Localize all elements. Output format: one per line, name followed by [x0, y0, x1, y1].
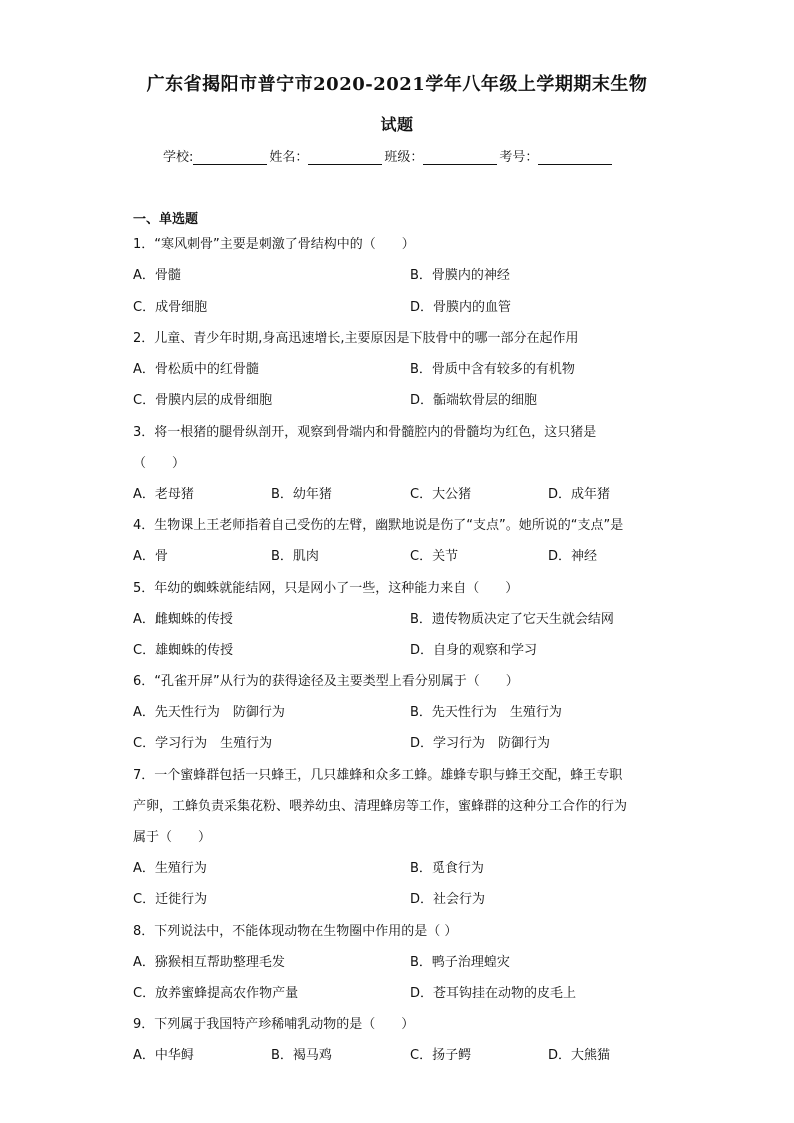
title-line-2: 试题 [380, 115, 414, 134]
name-label: 姓名： [269, 150, 309, 165]
q9-option-a: A．中华鲟 [133, 1048, 194, 1063]
question-7-stem-cont-1: 产卵，工蜂负责采集花粉、喂养幼虫、清理蜂房等工作，蜜蜂群的这种分工合作的行为 [133, 799, 628, 814]
q6-option-a: A．先天性行为 防御行为 [133, 705, 285, 720]
q2-option-b: B．骨质中含有较多的有机物 [410, 362, 575, 377]
question-1-stem: 1．“寒风刺骨”主要是刺激了骨结构中的（ ） [133, 237, 415, 252]
question-7-stem: 7．一个蜜蜂群包括一只蜂王，几只雄蜂和众多工蜂。雄蜂专职与蜂王交配，蜂王专职 [133, 768, 623, 783]
question-9-stem: 9．下列属于我国特产珍稀哺乳动物的是（ ） [133, 1017, 415, 1032]
q3-option-d: D．成年猪 [548, 487, 611, 502]
q2-option-d: D．骺端软骨层的细胞 [410, 393, 538, 408]
number-label: 考号： [499, 150, 539, 165]
q8-option-a: A．猕猴相互帮助整理毛发 [133, 955, 285, 970]
q5-option-a: A．雌蜘蛛的传授 [133, 612, 233, 627]
q9-option-b: B．褐马鸡 [271, 1048, 332, 1063]
school-label: 学校: [163, 150, 194, 165]
q2-option-c: C．骨膜内层的成骨细胞 [133, 393, 273, 408]
section-title: 一、单选题 [133, 212, 199, 227]
q1-option-a: A．骨髓 [133, 268, 181, 283]
question-6-stem: 6．“孔雀开屏”从行为的获得途径及主要类型上看分别属于（ ） [133, 674, 519, 689]
q6-option-b: B．先天性行为 生殖行为 [410, 705, 562, 720]
q9-option-d: D．大熊猫 [548, 1048, 611, 1063]
number-blank [538, 150, 612, 165]
q2-option-a: A．骨松质中的红骨髓 [133, 362, 259, 377]
q4-option-a: A．骨 [133, 549, 168, 564]
question-7-stem-cont-2: 属于（ ） [133, 830, 212, 845]
q4-option-d: D．神经 [548, 549, 598, 564]
q7-option-d: D．社会行为 [410, 892, 486, 907]
q6-option-c: C．学习行为 生殖行为 [133, 736, 273, 751]
q5-option-b: B．遗传物质决定了它天生就会结网 [410, 612, 614, 627]
question-3-stem-cont: （ ） [133, 456, 186, 471]
q3-option-c: C．大公猪 [410, 487, 472, 502]
question-5-stem: 5．年幼的蜘蛛就能结网，只是网小了一些，这种能力来自（ ） [133, 581, 519, 596]
question-4-stem: 4．生物课上王老师指着自己受伤的左臂，幽默地说是伤了“支点”。她所说的“支点”是 [133, 518, 624, 533]
title-line-1: 广东省揭阳市普宁市2020-2021学年八年级上学期期末生物 [146, 74, 648, 95]
q3-option-a: A．老母猪 [133, 487, 194, 502]
q3-option-b: B．幼年猪 [271, 487, 332, 502]
q7-option-a: A．生殖行为 [133, 861, 207, 876]
q8-option-c: C．放养蜜蜂提高农作物产量 [133, 986, 299, 1001]
q8-option-d: D．苍耳钩挂在动物的皮毛上 [410, 986, 577, 1001]
question-2-stem: 2．儿童、青少年时期,身高迅速增长,主要原因是下肢骨中的哪一部分在起作用 [133, 331, 579, 346]
q7-option-c: C．迁徙行为 [133, 892, 208, 907]
q5-option-c: C．雄蜘蛛的传授 [133, 643, 234, 658]
question-3-stem: 3．将一根猪的腿骨纵剖开，观察到骨端内和骨髓腔内的骨髓均为红色，这只猪是 [133, 425, 597, 440]
school-blank [193, 150, 267, 165]
q7-option-b: B．觅食行为 [410, 861, 484, 876]
student-info [163, 146, 614, 165]
q4-option-c: C．关节 [410, 549, 459, 564]
q6-option-d: D．学习行为 防御行为 [410, 736, 551, 751]
q4-option-b: B．肌肉 [271, 549, 319, 564]
q1-option-c: C．成骨细胞 [133, 300, 208, 315]
class-blank [423, 150, 497, 165]
name-blank [308, 150, 382, 165]
q9-option-c: C．扬子鳄 [410, 1048, 472, 1063]
q1-option-d: D．骨膜内的血管 [410, 300, 512, 315]
question-8-stem: 8．下列说法中，不能体现动物在生物圈中作用的是（ ） [133, 924, 458, 939]
q8-option-b: B．鸭子治理蝗灾 [410, 955, 510, 970]
class-label: 班级： [384, 150, 424, 165]
q1-option-b: B．骨膜内的神经 [410, 268, 510, 283]
q5-option-d: D．自身的观察和学习 [410, 643, 538, 658]
